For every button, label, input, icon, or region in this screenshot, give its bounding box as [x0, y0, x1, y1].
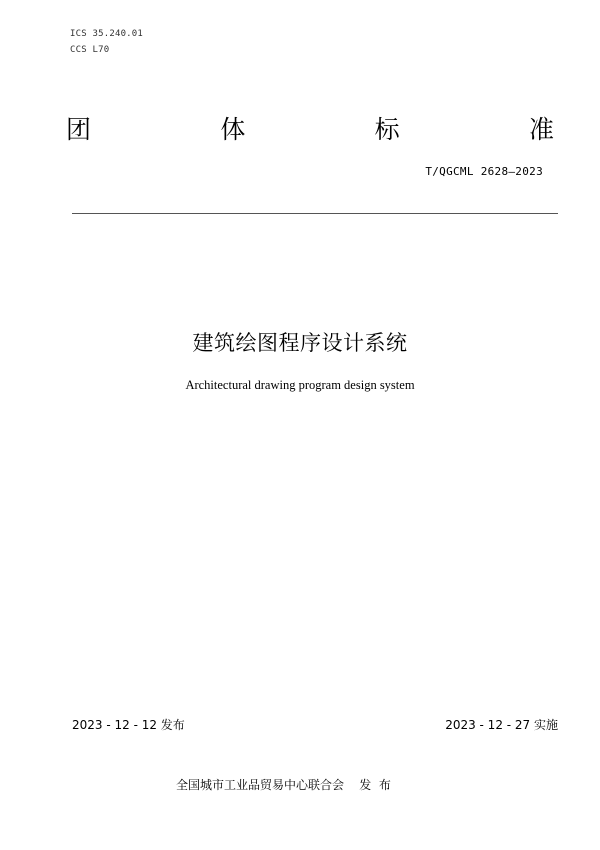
- ccs-code: CCS L70: [70, 45, 110, 55]
- issuing-organization: 全国城市工业品贸易中心联合会 发 布: [176, 778, 391, 792]
- document-type-heading: [66, 115, 554, 145]
- title-english: Architectural drawing program design system: [185, 378, 415, 392]
- standard-number: T/QGCML 2628—2023: [425, 165, 543, 178]
- heading-char: 体: [220, 115, 246, 144]
- publish-date: 2023 - 12 - 12 发布: [72, 718, 185, 732]
- heading-char: 标: [374, 115, 400, 144]
- ics-code: ICS 35.240.01: [70, 29, 144, 39]
- header-divider: [72, 213, 558, 214]
- implement-date: 2023 - 12 - 27 实施: [445, 718, 558, 732]
- title-chinese: 建筑绘图程序设计系统: [192, 331, 408, 355]
- heading-char: 准: [528, 115, 554, 144]
- heading-char: 团: [66, 115, 92, 144]
